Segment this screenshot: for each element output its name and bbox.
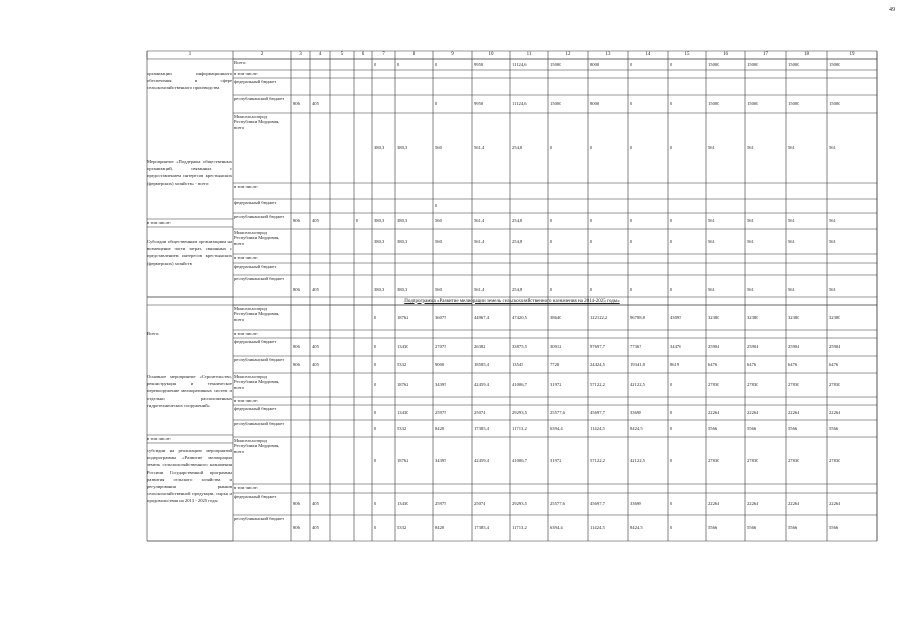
value-cell: 42122,5 [630,382,645,387]
value-cell: 31972 [550,382,562,387]
code-cell: 405 [312,287,319,292]
value-cell: 561 [708,287,715,292]
value-cell: 18585,4 [474,361,489,367]
value-cell: 561 [829,287,836,292]
value-cell: 561,4 [474,238,485,244]
code-cell: 405 [312,501,319,506]
value-cell: 8619 [670,361,680,367]
funding-source: федеральный бюджет [234,200,277,205]
value-cell: 77367 [630,344,642,349]
funding-source: Минсельхозпрод Республики Мордовия, всего [234,114,280,130]
row-description-4: Всего: [147,331,160,336]
value-cell: 0 [550,218,553,223]
value-cell: 25577,6 [550,501,565,506]
value-cell: 22264 [829,501,841,506]
value-cell: 561 [788,287,795,292]
value-cell: 57122,2 [590,457,605,463]
value-cell: 561 [829,218,836,223]
funding-source: Всего: [234,60,247,65]
value-cell: 25904 [788,344,800,349]
column-header: 12 [565,52,571,57]
value-cell: 254,8 [512,238,523,244]
value-cell: 0 [590,238,593,244]
value-cell: 15000 [747,61,759,67]
value-cell: 5566 [747,425,757,431]
code-cell: 405 [312,218,319,223]
value-cell: 38640 [550,314,562,320]
value-cell: 15000 [829,101,841,106]
column-header: 3 [299,52,302,57]
funding-source: республиканский бюджет [234,214,285,219]
value-cell: 11424,5 [590,425,605,431]
value-cell: 0 [670,101,673,106]
value-cell: 0 [630,145,633,150]
funding-source: в том числе: [234,398,258,403]
funding-source: в том числе: [234,255,258,260]
value-cell: 380,3 [397,218,408,223]
value-cell: 42122,5 [630,457,645,463]
value-cell: 24424,5 [590,361,605,367]
value-cell: 0 [374,501,377,506]
funding-source: республиканский бюджет [234,276,285,281]
value-cell: 561 [788,218,795,223]
value-cell: 0 [670,501,673,506]
page-number: 49 [889,7,895,13]
value-cell: 33875,5 [512,344,527,349]
value-cell: 0 [590,218,593,223]
column-header: 9 [451,52,454,57]
funding-source: федеральный бюджет [234,406,277,411]
value-cell: 44967,4 [474,314,489,320]
funding-source: федеральный бюджет [234,264,277,269]
value-cell: 122122,2 [590,314,608,320]
value-cell: 380,3 [397,238,408,244]
value-cell: 34476 [670,344,682,349]
value-cell: 0 [374,425,377,431]
value-cell: 0 [670,145,673,150]
value-cell: 26382 [474,344,486,349]
value-cell: 27830 [788,382,800,387]
row-description-6: субсидии на реализацию мероприятий подпрограммы «Развитие мелиорации земель сельскохозяйственного назначения Россиии Государственной программы развития сельского хозяйства и регулирования рынков сельскохозяйственной продукции, сырья и продовольствия на 2013 - 2025 годы [147,448,232,504]
value-cell: 15000 [788,101,800,106]
value-cell: 27830 [708,382,720,387]
value-cell: 6476 [829,361,839,367]
value-cell: 11124,6 [512,61,527,67]
row-description-2: Мероприятие «Поддержка общественных организаций, связанных с предоставлением интересов крестьянских (фермерских) хозяйств» - всего: [147,159,232,186]
value-cell: 41006,7 [512,457,527,463]
value-cell: 42459,4 [474,382,489,387]
value-cell: 0 [630,61,633,67]
value-cell: 27830 [708,457,720,463]
value-cell: 5566 [788,525,798,530]
value-cell: 8000 [590,61,600,67]
value-cell: 0 [374,344,377,349]
value-cell: 380,3 [374,145,385,150]
value-cell: 8000 [590,101,600,106]
value-cell: 42459,4 [474,457,489,463]
value-cell: 8420 [435,525,445,530]
code-cell: 806 [293,101,300,106]
value-cell: 32380 [788,314,800,320]
code-cell: 806 [293,501,300,506]
row-description-5: Основное мероприятие «Строительство, реконструкция и техническое перевооружение мелиоративных систем и отдельно расположенных гидротехнических сооружений» [147,374,232,408]
value-cell: 5332 [397,525,407,530]
value-cell: 27830 [829,457,841,463]
value-cell: 33698 [630,501,642,506]
value-cell: 0 [670,525,673,530]
funding-source: республиканский бюджет [234,421,285,426]
value-cell: 25074 [474,409,486,415]
value-cell: 32380 [708,314,720,320]
value-cell: 43095 [670,314,682,320]
funding-source: Минсельхозпрод Республики Мордовия, всего [234,374,280,390]
row-description-3: Субсидии общественным организациям на возмещение части затрат, связанных с представлением интересов крестьянских (фермерских) хозяйств [147,239,232,266]
value-cell: 97697,7 [590,344,605,349]
value-cell: 0 [630,238,633,244]
value-cell: 27830 [747,382,759,387]
column-header: 2 [260,52,264,57]
value-cell: 0 [550,287,553,292]
value-cell: 0 [630,287,633,292]
value-cell: 0 [590,287,593,292]
value-cell: 8420 [435,425,445,431]
value-cell: 9950 [474,101,484,106]
value-cell: 560 [435,218,442,223]
value-cell: 36075 [435,314,447,320]
value-cell: 561 [829,238,836,244]
value-cell: 15000 [829,61,841,67]
value-cell: 22264 [788,501,800,506]
value-cell: 561 [747,145,754,150]
subprogram-title: Подпрограмма «Развитие мелиорации земель сельскохозяйственного назначения на 2014-2025 годы» [404,298,620,304]
value-cell: 0 [397,61,400,67]
value-cell: 11713,2 [512,525,527,530]
value-cell: 11713,2 [512,425,527,431]
funding-source: в том числе: [234,71,258,76]
value-cell: 561 [788,238,795,244]
code-cell: 806 [293,361,300,367]
value-cell: 15000 [550,61,562,67]
funding-source: республиканский бюджет [234,357,285,362]
column-header: 18 [804,52,809,57]
row-description-2-sub: в том числе: [147,220,171,225]
value-cell: 25577,6 [550,409,565,415]
value-cell: 25975 [435,409,447,415]
value-cell: 0 [374,361,377,367]
value-cell: 27830 [788,457,800,463]
funding-source: в том числе: [234,184,258,189]
value-cell: 5332 [397,425,407,431]
column-header: 6 [361,52,365,57]
value-cell: 27075 [435,344,447,349]
value-cell: 9950 [474,61,484,67]
value-cell: 17385,4 [474,425,489,431]
column-header: 1 [188,52,192,57]
value-cell: 45697,7 [590,409,605,415]
value-cell: 11424,5 [590,525,605,530]
value-cell: 0 [374,525,377,530]
code-cell: 0 [356,218,359,223]
value-cell: 561 [747,287,754,292]
value-cell: 32380 [747,314,759,320]
funding-source: федеральный бюджет [234,79,277,84]
value-cell: 18762 [397,382,409,387]
value-cell: 30912 [550,344,562,349]
value-cell: 18762 [397,314,409,320]
column-header: 5 [340,52,344,57]
value-cell: 15000 [708,101,720,106]
value-cell: 17385,4 [474,525,489,530]
value-cell: 96708,8 [630,314,645,320]
value-cell: 34395 [435,457,447,463]
value-cell: 5332 [397,361,407,367]
value-cell: 561 [708,145,715,150]
value-cell: 5566 [708,425,718,431]
column-header: 10 [488,52,494,57]
value-cell: 561 [747,238,754,244]
code-cell: 405 [312,344,319,349]
value-cell: 34395 [435,382,447,387]
value-cell: 15000 [788,61,800,67]
value-cell: 25904 [747,344,759,349]
value-cell: 0 [670,457,673,463]
row-description-1: организации информационного обеспечения в сфере сельскохозяйственного производства [147,71,232,91]
value-cell: 47420,5 [512,314,527,320]
value-cell: 0 [435,101,438,106]
value-cell: 22264 [708,409,720,415]
value-cell: 561 [708,238,715,244]
value-cell: 6476 [708,361,718,367]
code-cell: 405 [312,361,319,367]
value-cell: 561 [708,218,715,223]
funding-source: республиканский бюджет [234,96,285,101]
value-cell: 22264 [747,501,759,506]
value-cell: 560 [435,238,442,244]
value-cell: 6476 [747,361,757,367]
value-cell: 0 [670,409,673,415]
value-cell: 27830 [829,382,841,387]
value-cell: 29293,5 [512,501,527,506]
column-header: 14 [645,52,651,57]
value-cell: 5566 [829,525,839,530]
value-cell: 380,3 [397,287,408,292]
value-cell: 25975 [435,501,447,506]
funding-source: в том числе: [234,331,258,336]
value-cell: 380,3 [397,145,408,150]
value-cell: 5566 [747,525,757,530]
value-cell: 19341,8 [630,361,645,367]
funding-source: федеральный бюджет [234,339,277,344]
value-cell: 254,8 [512,145,523,150]
value-cell: 25904 [829,344,841,349]
value-cell: 0 [550,145,553,150]
value-cell: 6394,4 [550,525,563,530]
funding-source: республиканский бюджет [234,516,285,521]
value-cell: 380,3 [374,238,385,244]
funding-source: в том числе: [234,485,258,490]
funding-source: Минсельхозпрод Республики Мордовия, всего [234,438,280,454]
column-header: 15 [684,52,690,57]
value-cell: 13430 [397,409,409,415]
column-header: 19 [849,52,855,57]
value-cell: 0 [435,203,438,208]
value-cell: 15000 [708,61,720,67]
value-cell: 0 [670,218,673,223]
value-cell: 0 [374,61,377,67]
value-cell: 27830 [747,457,759,463]
value-cell: 0 [630,101,633,106]
value-cell: 33698 [630,409,642,415]
value-cell: 57122,2 [590,382,605,387]
value-cell: 8424,5 [630,525,643,530]
column-header: 8 [412,52,416,57]
value-cell: 25904 [708,344,720,349]
value-cell: 0 [670,425,673,431]
value-cell: 32380 [829,314,841,320]
value-cell: 15000 [550,101,562,106]
value-cell: 31972 [550,457,562,463]
code-cell: 806 [293,525,300,530]
value-cell: 0 [374,314,377,320]
value-cell: 380,3 [374,218,385,223]
value-cell: 561 [788,145,795,150]
value-cell: 11124,6 [512,101,527,106]
value-cell: 254,8 [512,287,523,292]
funding-source: Минсельхозпрод Республики Мордовия, всего [234,230,280,246]
value-cell: 13430 [397,344,409,349]
value-cell: 0 [630,218,633,223]
value-cell: 560 [435,287,442,292]
value-cell: 0 [374,409,377,415]
value-cell: 22264 [788,409,800,415]
code-cell: 806 [293,344,300,349]
column-header: 4 [318,52,322,57]
row-description-5-sub: в том числе: [147,436,171,441]
value-cell: 6394,4 [550,425,563,431]
value-cell: 6476 [788,361,798,367]
code-cell: 405 [312,525,319,530]
value-cell: 7728 [550,361,560,367]
value-cell: 22264 [747,409,759,415]
column-header: 13 [605,52,611,57]
funding-source: Минсельхозпрод Республики Мордовия, всего [234,306,280,322]
value-cell: 29293,5 [512,409,527,415]
funding-source: федеральный бюджет [234,494,277,499]
value-cell: 561 [747,218,754,223]
value-cell: 0 [670,382,673,387]
value-cell: 15000 [747,101,759,106]
value-cell: 0 [374,382,377,387]
value-cell: 561,4 [474,145,485,150]
column-header: 16 [723,52,728,57]
value-cell: 561,4 [474,218,485,223]
value-cell: 9000 [435,361,445,367]
value-cell: 13545 [512,361,524,367]
value-cell: 25074 [474,501,486,506]
value-cell: 18762 [397,457,409,463]
value-cell: 560 [435,145,442,150]
value-cell: 380,3 [374,287,385,292]
value-cell: 0 [374,457,377,463]
code-cell: 405 [312,101,319,106]
value-cell: 8424,5 [630,425,643,431]
value-cell: 0 [590,145,593,150]
value-cell: 0 [670,238,673,244]
value-cell: 22264 [829,409,841,415]
value-cell: 45697,7 [590,501,605,506]
column-header: 7 [382,52,385,57]
column-header: 17 [763,52,768,57]
value-cell: 0 [670,61,673,67]
value-cell: 5566 [708,525,718,530]
code-cell: 806 [293,287,300,292]
code-cell: 806 [293,218,300,223]
value-cell: 561 [829,145,836,150]
value-cell: 5566 [829,425,839,431]
value-cell: 41006,7 [512,382,527,387]
column-header: 11 [526,52,532,57]
value-cell: 254,8 [512,218,523,223]
value-cell: 13430 [397,501,409,506]
value-cell: 0 [670,287,673,292]
value-cell: 5566 [788,425,798,431]
value-cell: 22264 [708,501,720,506]
value-cell: 0 [435,61,438,67]
value-cell: 561,4 [474,287,485,292]
value-cell: 0 [550,238,553,244]
